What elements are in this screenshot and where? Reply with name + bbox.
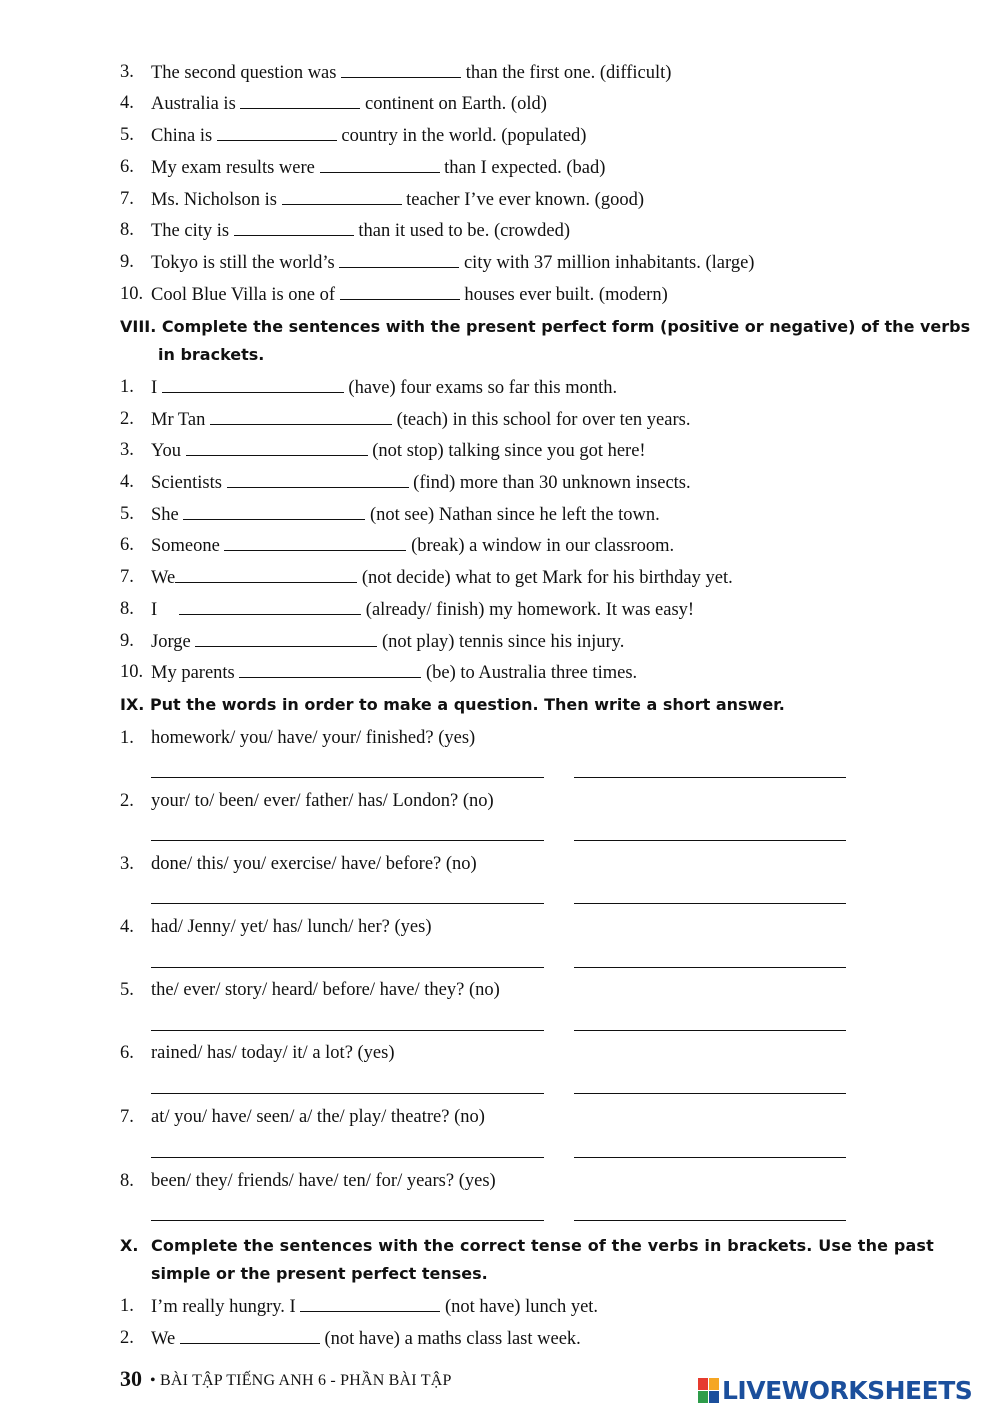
- sentence-start: My parents: [151, 663, 235, 683]
- section8-heading-cont: in brackets.: [158, 345, 265, 364]
- answer-blank[interactable]: [179, 598, 361, 615]
- item-number: 5.: [120, 980, 134, 1000]
- item-number: 4.: [120, 917, 134, 937]
- item-number: 1.: [120, 728, 134, 748]
- sentence-end: (not decide) what to get Mark for his birthday yet.: [361, 568, 733, 588]
- word-prompt: done/ this/ you/ exercise/ have/ before? (no): [151, 854, 477, 874]
- sentence-end: continent on Earth. (old): [365, 94, 547, 114]
- sentence-start: Scientists: [151, 473, 222, 493]
- question-answer-line[interactable]: [151, 1220, 544, 1221]
- sentence-start: China is: [151, 126, 213, 146]
- answer-blank[interactable]: [224, 534, 406, 551]
- sentence-end: (already/ finish) my homework. It was easy!: [365, 600, 695, 620]
- answer-blank[interactable]: [227, 471, 409, 488]
- sentence-start: I: [151, 378, 158, 398]
- item-number: 7.: [120, 1107, 134, 1127]
- answer-blank[interactable]: [195, 630, 377, 647]
- sentence-start: Ms. Nicholson is: [151, 190, 277, 210]
- answer-blank[interactable]: [300, 1295, 440, 1312]
- answer-blank[interactable]: [162, 376, 344, 393]
- sentence-start: My exam results were: [151, 158, 315, 178]
- sentence-start: We: [151, 568, 176, 588]
- short-answer-line[interactable]: [574, 903, 846, 904]
- item-number: 2.: [120, 1328, 134, 1348]
- question-answer-line[interactable]: [151, 1030, 544, 1031]
- answer-blank[interactable]: [341, 61, 461, 78]
- answer-blank[interactable]: [183, 503, 365, 520]
- short-answer-line[interactable]: [574, 1157, 846, 1158]
- section10-heading-number: X.: [120, 1236, 139, 1255]
- page-number: 30: [120, 1366, 142, 1391]
- question-answer-line[interactable]: [151, 903, 544, 904]
- question-answer-line[interactable]: [151, 967, 544, 968]
- item-number: 6.: [120, 1043, 134, 1063]
- liveworksheets-icon: [698, 1378, 720, 1404]
- item-number: 1.: [120, 377, 134, 397]
- word-prompt: been/ they/ friends/ have/ ten/ for/ years? (yes): [151, 1171, 496, 1191]
- sentence-start: Australia is: [151, 94, 236, 114]
- item-number: 6.: [120, 157, 134, 177]
- item-number: 10.: [120, 662, 144, 682]
- section10-heading-cont: simple or the present perfect tenses.: [151, 1264, 488, 1283]
- item-number: 5.: [120, 504, 134, 524]
- item-number: 3.: [120, 62, 134, 82]
- item-number: 10.: [120, 284, 144, 304]
- item-number: 7.: [120, 189, 134, 209]
- short-answer-line[interactable]: [574, 967, 846, 968]
- sentence-end: (not play) tennis since his injury.: [382, 632, 625, 652]
- sentence-start: The city is: [151, 221, 230, 241]
- section9-heading: IX. Put the words in order to make a question. Then write a short answer.: [120, 695, 785, 714]
- word-prompt: homework/ you/ have/ your/ finished? (yes): [151, 728, 476, 748]
- answer-blank[interactable]: [320, 156, 440, 173]
- short-answer-line[interactable]: [574, 1093, 846, 1094]
- sentence-end: than it used to be. (crowded): [358, 221, 571, 241]
- sentence-end: (not have) lunch yet.: [444, 1297, 599, 1317]
- question-answer-line[interactable]: [151, 1093, 544, 1094]
- item-number: 2.: [120, 791, 134, 811]
- sentence-end: (have) four exams so far this month.: [348, 378, 618, 398]
- answer-blank[interactable]: [339, 251, 459, 268]
- question-answer-line[interactable]: [151, 777, 544, 778]
- answer-blank[interactable]: [210, 408, 392, 425]
- sentence-end: (not have) a maths class last week.: [324, 1329, 581, 1349]
- sentence-end: (not stop) talking since you got here!: [372, 441, 646, 461]
- answer-blank[interactable]: [240, 92, 360, 109]
- word-prompt: the/ ever/ story/ heard/ before/ have/ they? (no): [151, 980, 500, 1000]
- sentence-end: teacher I’ve ever known. (good): [406, 190, 644, 210]
- word-prompt: rained/ has/ today/ it/ a lot? (yes): [151, 1043, 395, 1063]
- sentence-end: city with 37 million inhabitants. (large): [463, 253, 755, 273]
- sentence-start: She: [151, 505, 179, 525]
- word-prompt: had/ Jenny/ yet/ has/ lunch/ her? (yes): [151, 917, 432, 937]
- sentence-end: (teach) in this school for over ten years.: [396, 410, 691, 430]
- answer-blank[interactable]: [282, 188, 402, 205]
- sentence-start: You: [151, 441, 182, 461]
- item-number: 3.: [120, 440, 134, 460]
- sentence-start: Tokyo is still the world’s: [151, 253, 335, 273]
- book-title: • BÀI TẬP TIẾNG ANH 6 - PHẦN BÀI TẬP: [150, 1372, 452, 1389]
- item-number: 9.: [120, 631, 134, 651]
- sentence-start: Someone: [151, 536, 220, 556]
- answer-blank[interactable]: [234, 219, 354, 236]
- sentence-start: Cool Blue Villa is one of: [151, 285, 336, 305]
- sentence-start: Jorge: [151, 632, 191, 652]
- section10-heading: Complete the sentences with the correct tense of the verbs in brackets. Use the past: [151, 1236, 934, 1255]
- sentence-end: (not see) Nathan since he left the town.: [370, 505, 660, 525]
- answer-blank[interactable]: [217, 124, 337, 141]
- sentence-start: I: [151, 600, 158, 620]
- item-number: 8.: [120, 220, 134, 240]
- answer-blank[interactable]: [186, 439, 368, 456]
- item-number: 3.: [120, 854, 134, 874]
- item-number: 7.: [120, 567, 134, 587]
- short-answer-line[interactable]: [574, 1220, 846, 1221]
- item-number: 4.: [120, 93, 134, 113]
- item-number: 8.: [120, 1171, 134, 1191]
- sentence-start: The second question was: [151, 63, 337, 83]
- question-answer-line[interactable]: [151, 840, 544, 841]
- item-number: 1.: [120, 1296, 134, 1316]
- word-prompt: your/ to/ been/ ever/ father/ has/ London? (no): [151, 791, 494, 811]
- item-number: 2.: [120, 409, 134, 429]
- sentence-end: houses ever built. (modern): [464, 285, 668, 305]
- word-prompt: at/ you/ have/ seen/ a/ the/ play/ theatre? (no): [151, 1107, 485, 1127]
- sentence-end: (find) more than 30 unknown insects.: [413, 473, 691, 493]
- short-answer-line[interactable]: [574, 1030, 846, 1031]
- sentence-end: (be) to Australia three times.: [426, 663, 638, 683]
- item-number: 8.: [120, 599, 134, 619]
- sentence-start: Mr Tan: [151, 410, 206, 430]
- section8-heading: VIII. Complete the sentences with the present perfect form (positive or negative) of the verbs: [120, 317, 971, 336]
- answer-blank[interactable]: [180, 1327, 320, 1344]
- brand-name: LIVEWORKSHEETS: [722, 1376, 973, 1405]
- sentence-end: than the first one. (difficult): [465, 63, 672, 83]
- answer-blank[interactable]: [340, 283, 460, 300]
- item-number: 5.: [120, 125, 134, 145]
- question-answer-line[interactable]: [151, 1157, 544, 1158]
- sentence-end: country in the world. (populated): [341, 126, 587, 146]
- sentence-end: than I expected. (bad): [444, 158, 606, 178]
- sentence-start: I’m really hungry. I: [151, 1297, 296, 1317]
- short-answer-line[interactable]: [574, 777, 846, 778]
- item-number: 6.: [120, 535, 134, 555]
- sentence-start: We: [151, 1329, 176, 1349]
- sentence-end: (break) a window in our classroom.: [411, 536, 675, 556]
- item-number: 4.: [120, 472, 134, 492]
- answer-blank[interactable]: [239, 661, 421, 678]
- short-answer-line[interactable]: [574, 840, 846, 841]
- item-number: 9.: [120, 252, 134, 272]
- answer-blank[interactable]: [175, 566, 357, 583]
